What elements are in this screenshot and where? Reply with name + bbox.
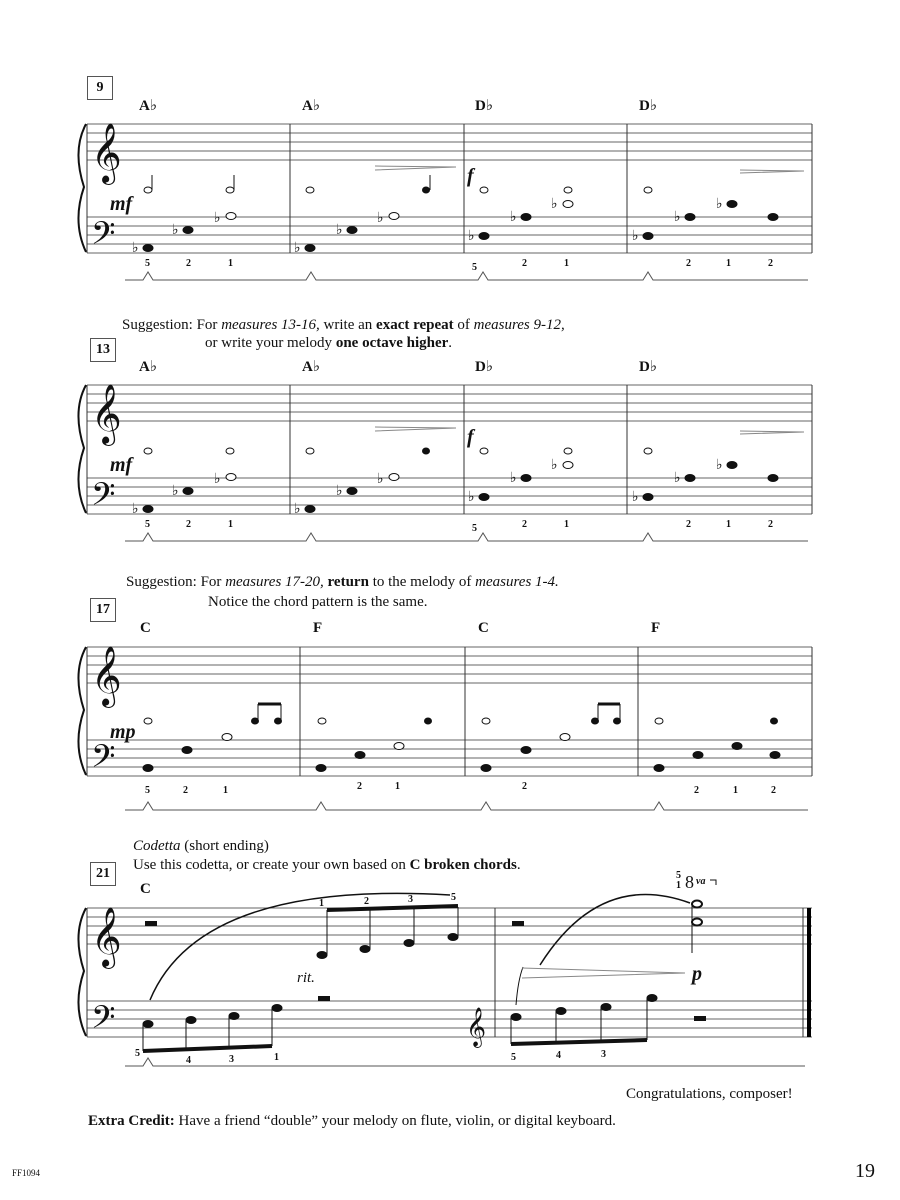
treble-clef-change-icon: 𝄞 xyxy=(466,1007,487,1047)
extra-credit-text: Extra Credit: Have a friend “double” your melody on flute, violin, or digital keyboard. xyxy=(88,1113,616,1129)
svg-text:1: 1 xyxy=(676,880,681,891)
svg-text:♭: ♭ xyxy=(632,229,639,244)
svg-text:1: 1 xyxy=(726,258,731,269)
svg-text:3: 3 xyxy=(408,894,413,905)
treble-staff xyxy=(87,385,812,421)
svg-text:3: 3 xyxy=(601,1049,606,1060)
svg-text:♭: ♭ xyxy=(510,471,517,486)
svg-text:5: 5 xyxy=(511,1052,516,1063)
svg-text:5: 5 xyxy=(145,785,150,796)
svg-text:1: 1 xyxy=(223,785,228,796)
bass-clef-icon: 𝄢 xyxy=(91,476,116,520)
svg-text:3: 3 xyxy=(229,1054,234,1065)
svg-text:1: 1 xyxy=(228,258,233,269)
slur xyxy=(540,894,690,965)
svg-text:5: 5 xyxy=(451,892,456,903)
dynamic-mp: mp xyxy=(110,721,136,743)
chord-symbol: F xyxy=(651,620,661,636)
treble-clef-icon: 𝄞 xyxy=(91,123,122,183)
svg-text:1: 1 xyxy=(274,1052,279,1063)
tempo-rit: rit. xyxy=(297,970,315,986)
svg-text:2: 2 xyxy=(522,519,527,530)
treble-clef-icon: 𝄞 xyxy=(91,907,122,967)
half-rest xyxy=(694,1016,706,1021)
suggestion-text-2-line2: Notice the chord pattern is the same. xyxy=(208,594,428,610)
brace-icon xyxy=(78,908,86,1036)
suggestion-text-2: Suggestion: For measures 17-20, return to the melody of measures 1-4. xyxy=(126,574,559,590)
svg-text:♭: ♭ xyxy=(377,472,384,487)
dynamic-f: f xyxy=(467,165,474,187)
svg-text:1: 1 xyxy=(395,781,400,792)
chord-symbol: C xyxy=(478,620,489,636)
svg-text:♭: ♭ xyxy=(214,211,221,226)
decrescendo-hairpin xyxy=(522,968,685,978)
svg-text:♭: ♭ xyxy=(551,197,558,212)
svg-text:1: 1 xyxy=(564,519,569,530)
grand-staff-system-3 xyxy=(0,523,900,823)
svg-text:♭: ♭ xyxy=(132,241,139,256)
svg-text:5: 5 xyxy=(472,523,477,534)
grand-staff-system-4 xyxy=(0,860,900,1080)
chord-symbol: D♭ xyxy=(475,98,493,114)
chord-symbol: A♭ xyxy=(302,359,320,375)
treble-staff xyxy=(87,647,812,683)
page-number: 19 xyxy=(855,1160,875,1182)
bass-staff xyxy=(87,478,812,514)
svg-text:♭: ♭ xyxy=(336,484,343,499)
codetta-instructions: Use this codetta, or create your own based on C broken chords. xyxy=(133,857,521,873)
half-rest xyxy=(318,996,330,1001)
dynamic-f: f xyxy=(467,426,474,448)
svg-text:♭: ♭ xyxy=(510,210,517,225)
svg-text:5: 5 xyxy=(145,519,150,530)
suggestion-text-1-line2: or write your melody one octave higher. xyxy=(205,335,453,351)
bass-staff xyxy=(87,217,812,253)
measure-number-21: 21 xyxy=(90,862,116,886)
svg-text:2: 2 xyxy=(768,258,773,269)
svg-text:♭: ♭ xyxy=(336,223,343,238)
svg-text:4: 4 xyxy=(556,1050,561,1061)
svg-text:2: 2 xyxy=(186,258,191,269)
svg-text:4: 4 xyxy=(186,1055,191,1066)
congratulations-text: Congratulations, composer! xyxy=(626,1086,793,1102)
svg-text:2: 2 xyxy=(768,519,773,530)
chord-symbol: D♭ xyxy=(639,98,657,114)
svg-text:♭: ♭ xyxy=(674,210,681,225)
svg-text:1: 1 xyxy=(726,519,731,530)
suggestion-text-1: Suggestion: For measures 13-16, write an exact repeat of measures 9-12, xyxy=(122,317,565,333)
dynamic-mf: mf xyxy=(110,193,133,215)
measure-number-13: 13 xyxy=(90,338,116,362)
svg-text:♭: ♭ xyxy=(551,458,558,473)
svg-text:♭: ♭ xyxy=(214,472,221,487)
ottava-mark: 8 xyxy=(685,872,694,892)
brace-icon xyxy=(78,385,86,513)
half-rest xyxy=(512,921,524,926)
svg-text:♭: ♭ xyxy=(377,211,384,226)
bass-staff xyxy=(87,740,812,776)
fingerings xyxy=(145,781,776,796)
svg-text:2: 2 xyxy=(186,519,191,530)
svg-text:♭: ♭ xyxy=(294,502,301,517)
brace-icon xyxy=(78,647,86,775)
svg-text:2: 2 xyxy=(522,781,527,792)
svg-text:va: va xyxy=(696,876,706,887)
bass-clef-icon: 𝄢 xyxy=(91,738,116,782)
svg-text:5: 5 xyxy=(145,258,150,269)
svg-text:2: 2 xyxy=(694,785,699,796)
svg-text:2: 2 xyxy=(183,785,188,796)
svg-text:5: 5 xyxy=(676,870,681,881)
treble-clef-icon: 𝄞 xyxy=(91,384,122,444)
dynamic-p: p xyxy=(692,963,702,985)
measure-number-9: 9 xyxy=(87,76,113,100)
svg-text:♭: ♭ xyxy=(716,458,723,473)
grand-staff-system-2 xyxy=(0,261,900,561)
svg-text:2: 2 xyxy=(771,785,776,796)
svg-text:♭: ♭ xyxy=(132,502,139,517)
chord-symbol: C xyxy=(140,620,151,636)
grand-staff-system-1 xyxy=(0,0,900,300)
svg-text:♭: ♭ xyxy=(468,490,475,505)
half-rest xyxy=(145,921,157,926)
svg-text:5: 5 xyxy=(135,1048,140,1059)
svg-text:2: 2 xyxy=(522,258,527,269)
chord-symbol: A♭ xyxy=(302,98,320,114)
treble-clef-icon: 𝄞 xyxy=(91,646,122,706)
chord-symbol: A♭ xyxy=(139,98,157,114)
codetta-title: Codetta (short ending) xyxy=(133,838,269,854)
svg-text:2: 2 xyxy=(364,896,369,907)
svg-text:1: 1 xyxy=(564,258,569,269)
svg-text:♭: ♭ xyxy=(172,223,179,238)
chord-symbol: D♭ xyxy=(475,359,493,375)
chord-symbol: F xyxy=(313,620,323,636)
bass-clef-icon: 𝄢 xyxy=(91,215,116,259)
measure-number-17: 17 xyxy=(90,598,116,622)
svg-text:2: 2 xyxy=(686,258,691,269)
svg-text:♭: ♭ xyxy=(716,197,723,212)
catalog-code: FF1094 xyxy=(12,1168,41,1178)
svg-text:2: 2 xyxy=(357,781,362,792)
svg-text:5: 5 xyxy=(472,262,477,273)
svg-text:♭: ♭ xyxy=(294,241,301,256)
svg-text:♭: ♭ xyxy=(674,471,681,486)
treble-staff xyxy=(87,124,812,160)
svg-text:♭: ♭ xyxy=(172,484,179,499)
dynamic-mf: mf xyxy=(110,454,133,476)
chord-symbol: A♭ xyxy=(139,359,157,375)
chord-symbol: C xyxy=(140,881,151,897)
svg-text:♭: ♭ xyxy=(632,490,639,505)
svg-text:1: 1 xyxy=(733,785,738,796)
brace-icon xyxy=(78,124,86,252)
svg-text:2: 2 xyxy=(686,519,691,530)
svg-text:1: 1 xyxy=(228,519,233,530)
bass-clef-icon: 𝄢 xyxy=(91,999,116,1043)
svg-text:1: 1 xyxy=(319,898,324,909)
svg-text:♭: ♭ xyxy=(468,229,475,244)
chord-symbol: D♭ xyxy=(639,359,657,375)
